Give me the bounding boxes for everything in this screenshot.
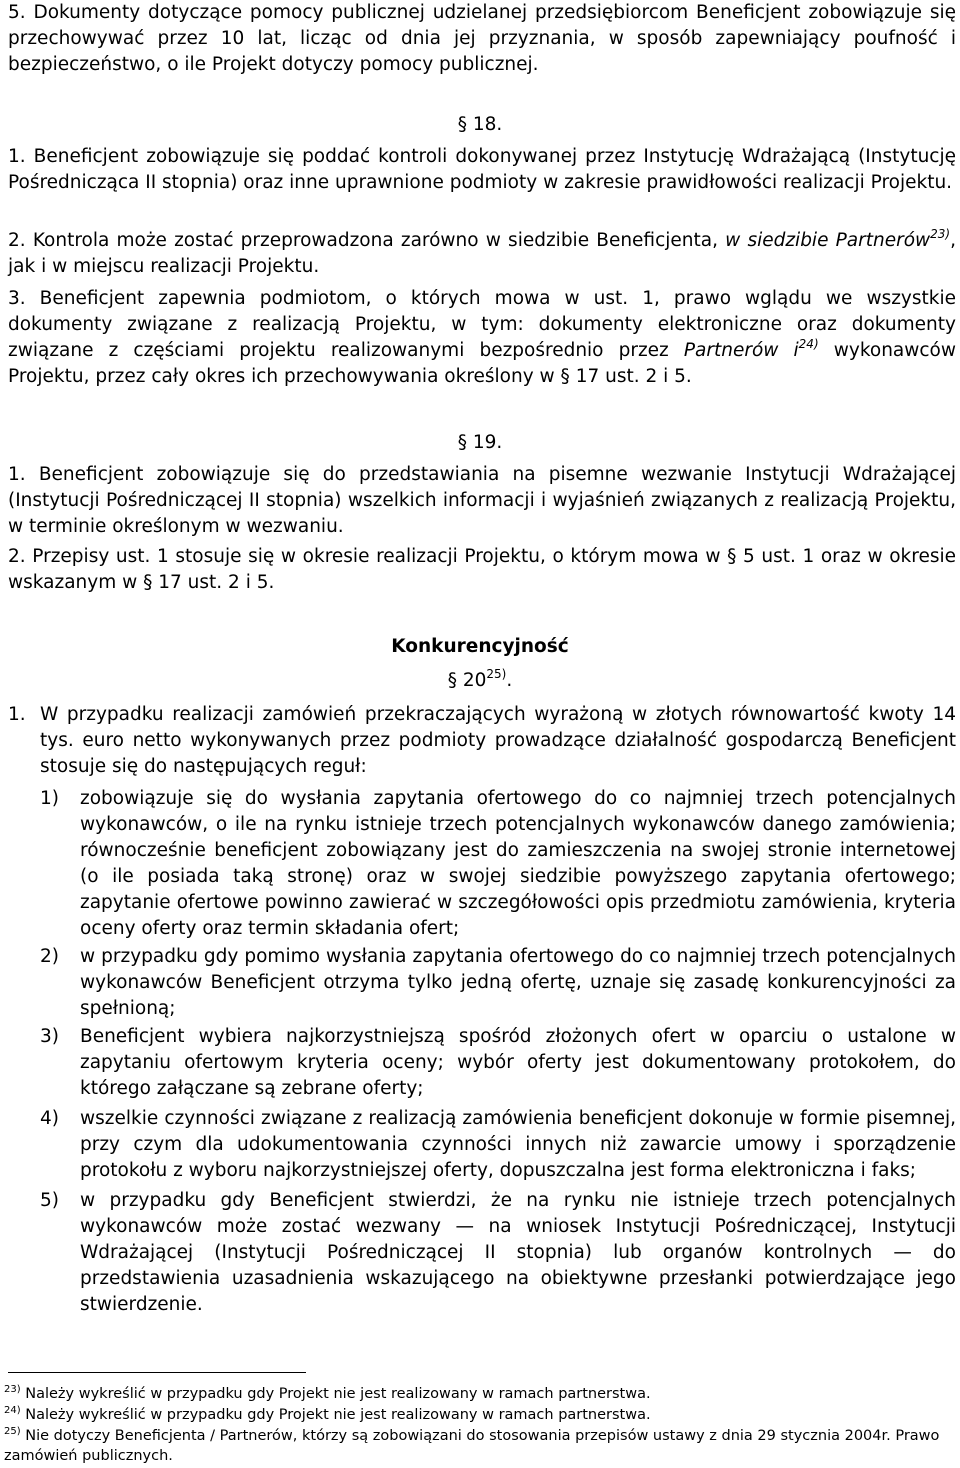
list-item: 3) Beneficjent wybiera najkorzystniejszą spośród złożonych ofert w oparciu o ustalone w zapytaniu ofertowym kryteria oceny; wybór oferty jest dokumentowany protokołem, do którego załączane są zebrane oferty; — [40, 1026, 956, 1099]
footnote-ref-23[interactable]: 23) — [930, 227, 951, 241]
list-item: 2) w przypadku gdy pomimo wysłania zapytania ofertowego do co najmniej trzech potencjalnych wykonawców Beneficjent otrzyma tylko jedną ofertę, uznaje się zasadę konkurencyjności za spełnioną; — [40, 946, 956, 1019]
list-item: 4) wszelkie czynności związane z realizacją zamówienia beneficjent dokonuje w formie pisemnej, przy czym dla udokumentowania czynności innych niż zawarcie umowy i sporządzenie protokołu z wyboru najkorzystniejszej oferty, dopuszczalna jest forma elektroniczna i faks; — [40, 1108, 956, 1181]
footnote-23: $^{23)}$ Należy wykreślić w przypadku gdy Projekt nie jest realizowany w ramach partnerstwa. — [4, 1384, 651, 1402]
section-18-para-2: 2. Kontrola może zostać przeprowadzona zarówno w siedzibie Beneficjenta, w siedzibie Partnerów$^{23)}$, jak i w miejscu realizacji Projektu. — [8, 227, 956, 277]
para-number: 1. — [8, 704, 26, 725]
paragraph-5: 5. Dokumenty dotyczące pomocy publicznej udzielanej przedsiębiorcom Beneficjent zobowiązuje się przechowywać przez 10 lat, licząc od dnia jej przyznania, w sposób zapewniający poufność i bezpieczeństwo, o ile Projekt dotyczy pomocy publicznej. — [8, 2, 956, 75]
section-heading-19: § 19. — [457, 432, 503, 453]
list-item-number: 3) — [40, 1026, 59, 1047]
list-item-number: 4) — [40, 1108, 59, 1129]
section-heading-18: § 18. — [457, 114, 503, 135]
footnote-ref-25[interactable]: 25) — [486, 667, 507, 681]
chapter-heading: Konkurencyjność — [391, 636, 569, 657]
section-heading-20: § 20$^{25)}$. — [447, 667, 513, 691]
section-19-para-1: 1. Beneficjent zobowiązuje się do przedstawiania na pisemne wezwanie Instytucji Wdrażającej (Instytucji Pośredniczącej II stopnia) wszelkich informacji i wyjaśnień związanych z realizacją Projektu, w terminie określonym w wezwaniu. — [8, 464, 956, 537]
section-19-para-2: 2. Przepisy ust. 1 stosuje się w okresie realizacji Projektu, o którym mowa w § 5 ust. 1 oraz w okresie wskazanym w § 17 ust. 2 i 5. — [8, 546, 956, 593]
footnote-ref-24[interactable]: 24) — [798, 337, 819, 351]
list-item: 1) zobowiązuje się do wysłania zapytania ofertowego do co najmniej trzech potencjalnych wykonawców, o ile na rynku istnieje trzech potencjalnych wykonawców danego zamówienia; równocześnie beneficjent zobowiązany jest do zamieszczenia na swojej stronie internetowej (o ile posiada taką stronę) oraz w swojej siedzibie powyższego zapytania ofertowego; zapytanie ofertowe powinno zawierać w szczegółowości opis przedmiotu zamówienia, kryteria oceny oferty oraz termin składania ofert; — [40, 788, 956, 939]
list-item: 5) w przypadku gdy Beneficjent stwierdzi, że na rynku nie istnieje trzech potencjalnych wykonawców może zostać wezwany — na wniosek Instytucji Pośredniczącej, Instytucji Wdrażającej (Instytucji Pośredniczącej II stopnia) lub organów kontrolnych — do przedstawienia uzasadnienia wskazującego na obiektywne przesłanki potwierdzające jego stwierdzenie. — [40, 1190, 956, 1315]
section-20-para-1: 1. W przypadku realizacji zamówień przekraczających wyrażoną w złotych równowartość kwoty 14 tys. euro netto wykonywanych przez podmioty prowadzące działalność gospodarczą Beneficjent stosuje się do następujących reguł: — [8, 704, 956, 777]
footnote-24: $^{24)}$ Należy wykreślić w przypadku gdy Projekt nie jest realizowany w ramach partnerstwa. — [4, 1405, 651, 1423]
footnote-25: $^{25)}$ Nie dotyczy Beneficjenta / Partnerów, którzy są zobowiązani do stosowania przepisów ustawy z dnia 29 stycznia 2004r. Prawo zamówień publicznych. — [4, 1426, 940, 1464]
footnote-divider — [8, 1372, 306, 1373]
list-item-number: 1) — [40, 788, 59, 809]
section-18-para-3: 3. Beneficjent zapewnia podmiotom, o których mowa w ust. 1, prawo wglądu we wszystkie dokumenty związane z realizacją Projektu, w tym: dokumenty elektroniczne oraz dokumenty związane z częściami projektu realizowanymi bezpośrednio przez Partnerów $i^{24)}$ wykonawców Projektu, przez cały okres ich przechowywania określony w § 17 ust. 2 i 5. — [8, 288, 957, 387]
list-item-number: 2) — [40, 946, 59, 967]
section-18-para-1: 1. Beneficjent zobowiązuje się poddać kontroli dokonywanej przez Instytucję Wdrażającą (Instytucję Pośrednicząca II stopnia) oraz inne uprawnione podmioty w zakresie prawidłowości realizacji Projektu. — [8, 146, 956, 193]
list-item-number: 5) — [40, 1190, 59, 1211]
